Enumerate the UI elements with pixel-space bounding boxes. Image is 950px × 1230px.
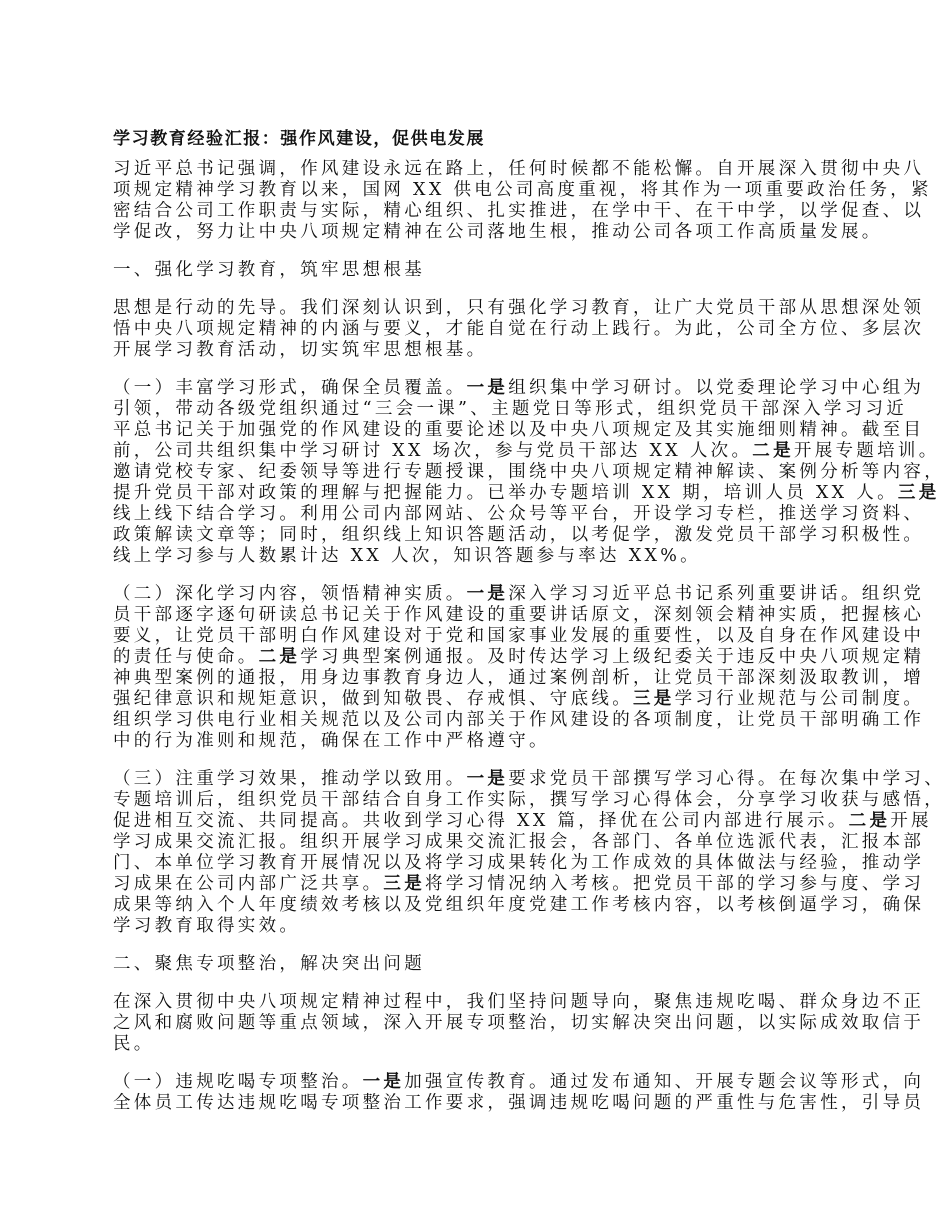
text-line xyxy=(113,874,925,895)
paragraph xyxy=(113,298,925,361)
text-line xyxy=(113,201,925,222)
text-line xyxy=(113,546,853,567)
text-run: 开展 xyxy=(890,811,932,831)
text-line xyxy=(113,483,940,504)
text-run: （一）违规吃喝专项整治。 xyxy=(113,1072,363,1092)
text-line xyxy=(113,790,945,811)
text-run: 成果等纳入个人年度绩效考核以及党组织年度党建工作考核内容，以考核倒逼学习，确保 xyxy=(113,895,925,915)
bold-keyword: 二是 xyxy=(258,647,301,667)
bold-keyword: 三是 xyxy=(383,874,426,894)
text-line xyxy=(113,916,853,937)
text-line xyxy=(113,180,932,201)
text-line xyxy=(113,605,925,626)
text-run: 组织集中学习研讨。以党委理论学习中心组为 xyxy=(508,378,925,398)
bold-keyword: 二是 xyxy=(752,441,794,461)
text-line xyxy=(113,298,925,319)
text-run: 学习行业规范与公司制度。 xyxy=(674,689,925,709)
text-line xyxy=(113,1013,925,1034)
text-line xyxy=(113,1093,925,1114)
text-line xyxy=(113,769,946,790)
text-line xyxy=(113,710,925,731)
text-line xyxy=(113,832,925,853)
text-run: 开展专题培训。 xyxy=(793,441,940,461)
text-line xyxy=(113,378,925,399)
text-line xyxy=(113,853,925,874)
text-line xyxy=(113,584,925,605)
text-line xyxy=(113,525,925,546)
text-line xyxy=(113,441,940,462)
bold-keyword: 二是 xyxy=(848,811,891,831)
text-line xyxy=(113,895,925,916)
text-run: 要求党员干部撰写学习心得。在每次集中学习、 xyxy=(508,769,946,789)
text-line xyxy=(113,954,853,975)
paragraph xyxy=(113,992,925,1055)
text-run: 学习典型案例通报。及时传达学习上级纪委关于违反中央八项规定精 xyxy=(300,647,925,667)
text-run: 门、本单位学习教育开展情况以及将学习成果转化为工作成效的具体做法与经验，推动学 xyxy=(113,853,925,873)
text-run: 专题培训后，组织党员干部结合自身工作实际，撰写学习心得体会，分享学习收获与感悟， xyxy=(113,790,945,810)
section-heading xyxy=(113,260,853,281)
text-run: 二、聚焦专项整治，解决突出问题 xyxy=(113,954,425,974)
text-run: 中的行为准则和规范，确保在工作中严格遵守。 xyxy=(113,731,550,751)
section-heading xyxy=(113,954,853,975)
text-run: 学习教育取得实效。 xyxy=(113,916,301,936)
document-title: 学习教育经验汇报：强作风建设，促供电发展 xyxy=(113,129,485,149)
text-run: 员干部逐字逐句研读总书记关于作风建设的重要讲话原文，深刻领会精神实质，把握核心 xyxy=(113,605,925,625)
text-run: 开展学习教育活动，切实筑牢思想根基。 xyxy=(113,340,488,360)
text-run: 政策解读文章等；同时，组织线上知识答题活动，以考促学，激发党员干部学习积极性。 xyxy=(113,525,925,545)
document-body xyxy=(113,159,946,1114)
text-line xyxy=(113,260,853,281)
text-run: 一、强化学习教育，筑牢思想根基 xyxy=(113,260,425,280)
text-run: 思想是行动的先导。我们深刻认识到，只有强化学习教育，让广大党员干部从思想深处领 xyxy=(113,298,925,318)
text-run: 习成果在公司内部广泛共享。 xyxy=(113,874,384,894)
text-run: （三）注重学习效果，推动学以致用。 xyxy=(113,769,467,789)
text-line xyxy=(113,222,883,243)
text-run: （一）丰富学习形式，确保全员覆盖。 xyxy=(113,378,467,398)
text-run: 线上学习参与人数累计达 XX 人次，知识答题参与率达 XX%。 xyxy=(113,546,701,566)
text-run: 前，公司共组织集中学习研讨 XX 场次，参与党员干部达 XX 人次。 xyxy=(113,441,753,461)
text-line xyxy=(113,689,925,710)
text-line xyxy=(113,319,925,340)
text-run: 神典型案例的通报，用身边事教育身边人，通过案例剖析，让党员干部深刻汲取教训，增 xyxy=(113,668,925,688)
text-line xyxy=(113,504,925,525)
text-line xyxy=(113,340,853,361)
text-line xyxy=(113,992,925,1013)
text-run: 密结合公司工作职责与实际，精心组织、扎实推进，在学中干、在干中学，以学促查、以 xyxy=(113,201,925,221)
text-line xyxy=(113,647,925,668)
text-line xyxy=(113,626,925,647)
text-run: 悟中央八项规定精神的内涵与要义，才能自觉在行动上践行。为此，公司全方位、多层次 xyxy=(113,319,925,339)
text-run: 促进相互交流、共同提高。共收到学习心得 XX 篇，择优在公司内部进行展示。 xyxy=(113,811,849,831)
text-line xyxy=(113,420,925,441)
text-line xyxy=(113,1034,853,1055)
text-run: 民。 xyxy=(113,1034,155,1054)
text-run: 之风和腐败问题等重点领域，深入开展专项整治，切实解决突出问题，以实际成效取信于 xyxy=(113,1013,925,1033)
text-line xyxy=(113,668,925,689)
text-run: 将学习情况纳入考核。把党员干部的学习参与度、学习 xyxy=(425,874,925,894)
text-run: 全体员工传达违规吃喝专项整治工作要求，强调违规吃喝问题的严重性与危害性，引导员 xyxy=(113,1093,925,1113)
text-run: 的责任与使命。 xyxy=(113,647,259,667)
text-run: 要义，让党员干部明白作风建设对于党和国家事业发展的重要性，以及自身在作风建设中 xyxy=(113,626,925,646)
text-run: 加强宣传教育。通过发布通知、开展专题会议等形式，向 xyxy=(404,1072,925,1092)
text-run: 在深入贯彻中央八项规定精神过程中，我们坚持问题导向，聚焦违规吃喝、群众身边不正 xyxy=(113,992,925,1012)
text-run: 学促改，努力让中央八项规定精神在公司落地生根，推动公司各项工作高质量发展。 xyxy=(113,222,883,242)
text-line xyxy=(113,731,853,752)
bold-keyword: 一是 xyxy=(466,584,509,604)
text-run: 习近平总书记强调，作风建设永远在路上，任何时候都不能松懈。自开展深入贯彻中央八 xyxy=(113,159,925,179)
bold-keyword: 三是 xyxy=(897,483,940,503)
paragraph xyxy=(113,584,925,752)
text-run: 深入学习习近平总书记系列重要讲话。组织党 xyxy=(508,584,925,604)
bold-keyword: 三是 xyxy=(633,689,675,709)
bold-keyword: 一是 xyxy=(466,378,509,398)
text-line xyxy=(113,159,925,180)
text-run: （二）深化学习内容，领悟精神实质。 xyxy=(113,584,467,604)
text-run: 提升党员干部对政策的理解与把握能力。已举办专题培训 XX 期，培训人员 XX 人。 xyxy=(113,483,898,503)
text-line xyxy=(113,462,945,483)
text-line xyxy=(113,399,908,420)
text-run: 学习成果交流汇报。组织开展学习成果交流汇报会，各部门、各单位选派代表，汇报本部 xyxy=(113,832,925,852)
text-line xyxy=(113,811,932,832)
text-run: 组织学习供电行业相关规范以及公司内部关于作风建设的各项制度，让党员干部明确工作 xyxy=(113,710,925,730)
text-run: 邀请党校专家、纪委领导等进行专题授课，围绕中央八项规定精神解读、案例分析等内容， xyxy=(113,462,945,482)
document-page xyxy=(113,128,946,1131)
text-line xyxy=(113,1072,925,1093)
text-run: 引领，带动各级党组织通过“三会一课”、主题党日等形式，组织党员干部深入学习习近 xyxy=(113,399,908,419)
text-run: 强纪律意识和规矩意识，做到知敬畏、存戒惧、守底线。 xyxy=(113,689,633,709)
text-run: 线上线下结合学习。利用公司内部网站、公众号等平台，开设学习专栏，推送学习资料、 xyxy=(113,504,925,524)
paragraph xyxy=(113,378,945,567)
bold-keyword: 一是 xyxy=(362,1072,405,1092)
text-run: 平总书记关于加强党的作风建设的重要论述以及中央八项规定及其实施细则精神。截至目 xyxy=(113,420,925,440)
paragraph xyxy=(113,1072,925,1114)
text-run: 项规定精神学习教育以来，国网 XX 供电公司高度重视，将其作为一项重要政治任务，紧 xyxy=(113,180,932,200)
bold-keyword: 一是 xyxy=(466,769,509,789)
paragraph xyxy=(113,159,932,243)
paragraph xyxy=(113,769,946,937)
